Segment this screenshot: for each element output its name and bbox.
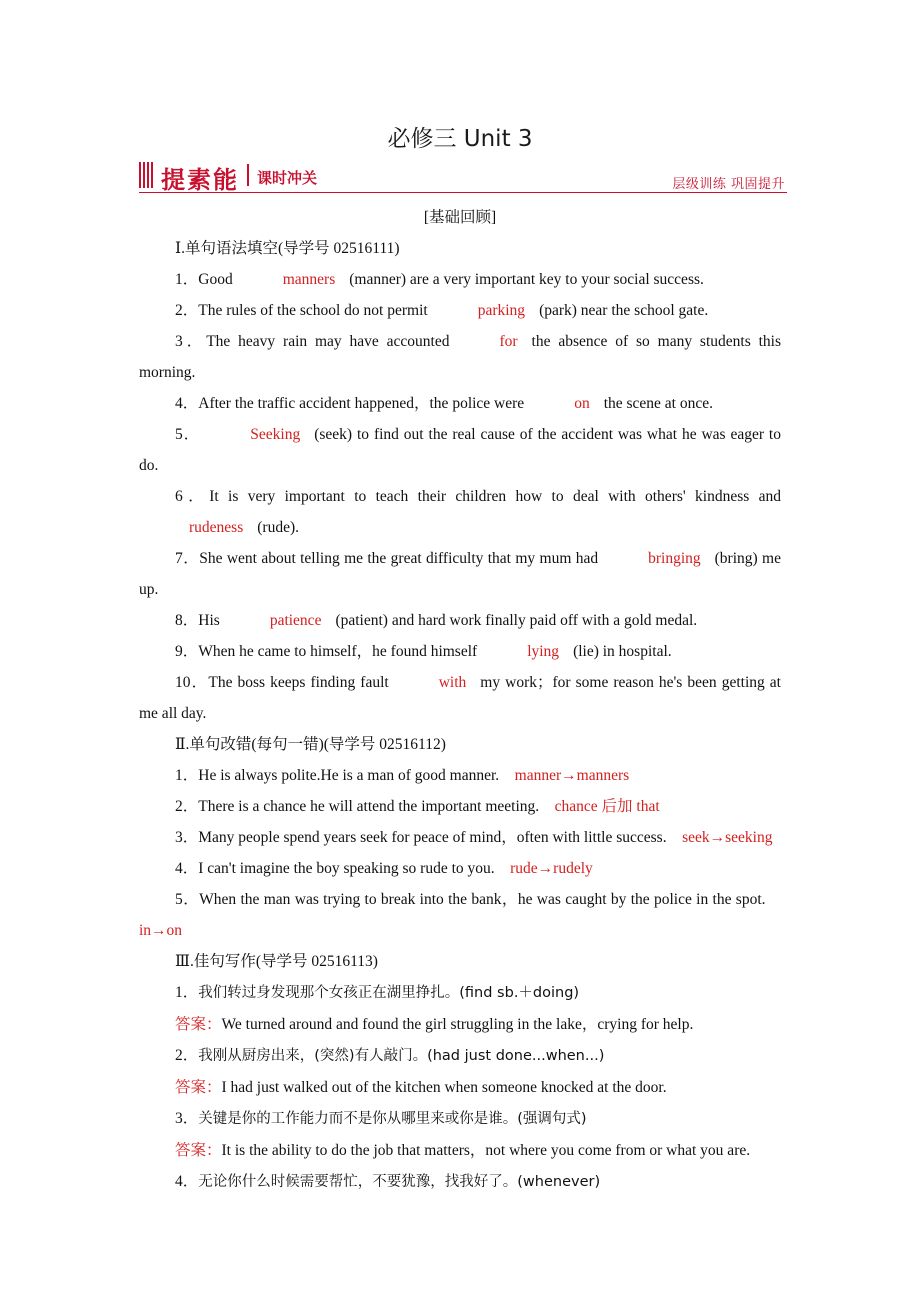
error-correction-item	[139, 822, 781, 853]
item-correction: in→on	[139, 922, 183, 939]
writing-prompt-item	[139, 1103, 781, 1135]
fill-blank-item	[139, 481, 781, 543]
item-number: 4．	[175, 395, 199, 412]
item-number: 2．	[175, 302, 199, 319]
fill-blank-item	[139, 295, 781, 326]
writing-answer	[139, 1135, 781, 1166]
item-number: 1．	[175, 767, 199, 784]
banner-sub-label: 课时冲关	[257, 169, 318, 187]
exercise-content	[139, 202, 781, 1198]
answer-label: 答案：	[175, 1141, 222, 1159]
part2-heading: Ⅱ.单句改错(每句一错)(导学号 02516112)	[175, 736, 446, 753]
item-answer: manners	[282, 271, 336, 288]
item-text-before: His	[198, 612, 220, 629]
item-text-before: When he came to himself，he found himself	[198, 643, 478, 660]
item-text-before: The heavy rain may have accounted	[206, 333, 450, 350]
fill-blank-item	[139, 264, 781, 295]
item-sentence: There is a chance he will attend the important meeting.	[198, 798, 540, 815]
item-prompt: 无论你什么时候需要帮忙，不要犹豫，找我好了。(whenever)	[198, 1174, 601, 1190]
item-number: 3．	[175, 1110, 199, 1127]
item-answer: for	[499, 333, 518, 350]
part1-heading: Ⅰ.单句语法填空(导学号 02516111)	[175, 240, 400, 257]
item-prompt: 我刚从厨房出来，(突然)有人敲门。(had just done...when...)	[198, 1048, 605, 1064]
writing-answer	[139, 1072, 781, 1103]
item-sentence: When the man was trying to break into the bank，he was caught by the police in the spot.	[199, 891, 766, 908]
fill-blank-item	[139, 667, 781, 729]
item-answer: bringing	[648, 550, 701, 567]
item-text-after: the scene at once.	[603, 395, 713, 412]
item-text-before: The rules of the school do not permit	[198, 302, 428, 319]
item-answer: patience	[269, 612, 322, 629]
item-number: 7．	[175, 550, 200, 567]
item-sentence: He is always polite.He is a man of good manner.	[198, 767, 500, 784]
item-number: 6．	[175, 488, 210, 505]
item-sentence: Many people spend years seek for peace of mind，often with little success.	[198, 829, 667, 846]
item-text-after: (lie) in hospital.	[573, 643, 672, 660]
item-prompt: 关键是你的工作能力而不是你从哪里来或你是谁。(强调句式)	[198, 1111, 587, 1127]
item-number: 1．	[175, 984, 199, 1001]
answer-label: 答案：	[175, 1015, 222, 1033]
banner-stripes-decoration	[139, 162, 155, 188]
section-banner	[139, 160, 787, 193]
item-number: 5．	[175, 426, 201, 443]
item-number: 4．	[175, 860, 199, 877]
item-number: 4．	[175, 1173, 199, 1190]
part1-list	[139, 264, 781, 729]
error-correction-item	[139, 884, 781, 946]
item-answer: lying	[527, 643, 560, 660]
fill-blank-item	[139, 388, 781, 419]
part3-heading: Ⅲ.佳句写作(导学号 02516113)	[175, 953, 378, 970]
fill-blank-item	[139, 605, 781, 636]
item-text-before: Good	[198, 271, 233, 288]
item-answer: parking	[477, 302, 526, 319]
item-correction: rude→rudely	[510, 860, 593, 877]
error-correction-item	[139, 791, 781, 822]
item-number: 9．	[175, 643, 199, 660]
item-text-after: (park) near the school gate.	[539, 302, 709, 319]
item-text-after: (rude).	[257, 519, 299, 536]
fill-blank-item	[139, 636, 781, 667]
item-number: 1．	[175, 271, 199, 288]
item-number: 5．	[175, 891, 200, 908]
item-number: 8．	[175, 612, 199, 629]
item-number: 10．	[175, 674, 209, 691]
answer-label: 答案：	[175, 1078, 222, 1096]
writing-prompt-item	[139, 1166, 781, 1198]
error-correction-item	[139, 853, 781, 884]
item-text-after: (seek) to find out the real cause of the accident was what he was eager to do.	[139, 426, 781, 474]
item-number: 2．	[175, 1047, 199, 1064]
writing-prompt-item	[139, 1040, 781, 1072]
fill-blank-item	[139, 326, 781, 388]
writing-answer	[139, 1009, 781, 1040]
fill-blank-item	[139, 419, 781, 481]
part2-list	[139, 760, 781, 946]
item-text-after: (patient) and hard work finally paid off with a gold medal.	[335, 612, 698, 629]
answer-text: I had just walked out of the kitchen when someone knocked at the door.	[221, 1079, 667, 1096]
page-title: 必修三 Unit 3	[387, 126, 533, 152]
item-answer: with	[438, 674, 467, 691]
item-text-after: (manner) are a very important key to your social success.	[349, 271, 704, 288]
section-label: [基础回顾]	[423, 209, 497, 226]
banner-right-label: 层级训练 巩固提升	[672, 177, 785, 192]
item-answer: rudeness	[189, 519, 244, 536]
fill-blank-item	[139, 543, 781, 605]
item-number: 2．	[175, 798, 199, 815]
error-correction-item	[139, 760, 781, 791]
item-text-after: (bring) me up.	[139, 550, 781, 598]
answer-text: We turned around and found the girl struggling in the lake，crying for help.	[221, 1016, 694, 1033]
banner-main-label: 提素能	[161, 166, 239, 194]
item-prompt: 我们转过身发现那个女孩正在湖里挣扎。(find sb.＋doing)	[198, 985, 580, 1001]
item-text-before: She went about telling me the great difficulty that my mum had	[199, 550, 599, 567]
item-text-after: my work；for some reason he's been getting at me all day.	[139, 674, 781, 722]
item-text-after: the absence of so many students this morning.	[139, 333, 781, 381]
answer-text: It is the ability to do the job that matters，not where you come from or what you are.	[221, 1142, 751, 1159]
writing-prompt-item	[139, 977, 781, 1009]
item-correction: chance 后加 that	[554, 798, 660, 815]
part3-list	[139, 977, 781, 1198]
item-sentence: I can't imagine the boy speaking so rude to you.	[198, 860, 495, 877]
item-text-before: The boss keeps finding fault	[208, 674, 389, 691]
item-text-before: After the traffic accident happened，the police were	[198, 395, 525, 412]
item-correction: seek→seeking	[682, 829, 773, 846]
item-text-before: It is very important to teach their children how to deal with others' kindness and	[209, 488, 781, 505]
item-answer: on	[574, 395, 590, 412]
banner-separator	[247, 164, 249, 186]
item-correction: manner→manners	[514, 767, 630, 784]
item-number: 3．	[175, 829, 199, 846]
item-answer: Seeking	[250, 426, 301, 443]
item-number: 3．	[175, 333, 207, 350]
